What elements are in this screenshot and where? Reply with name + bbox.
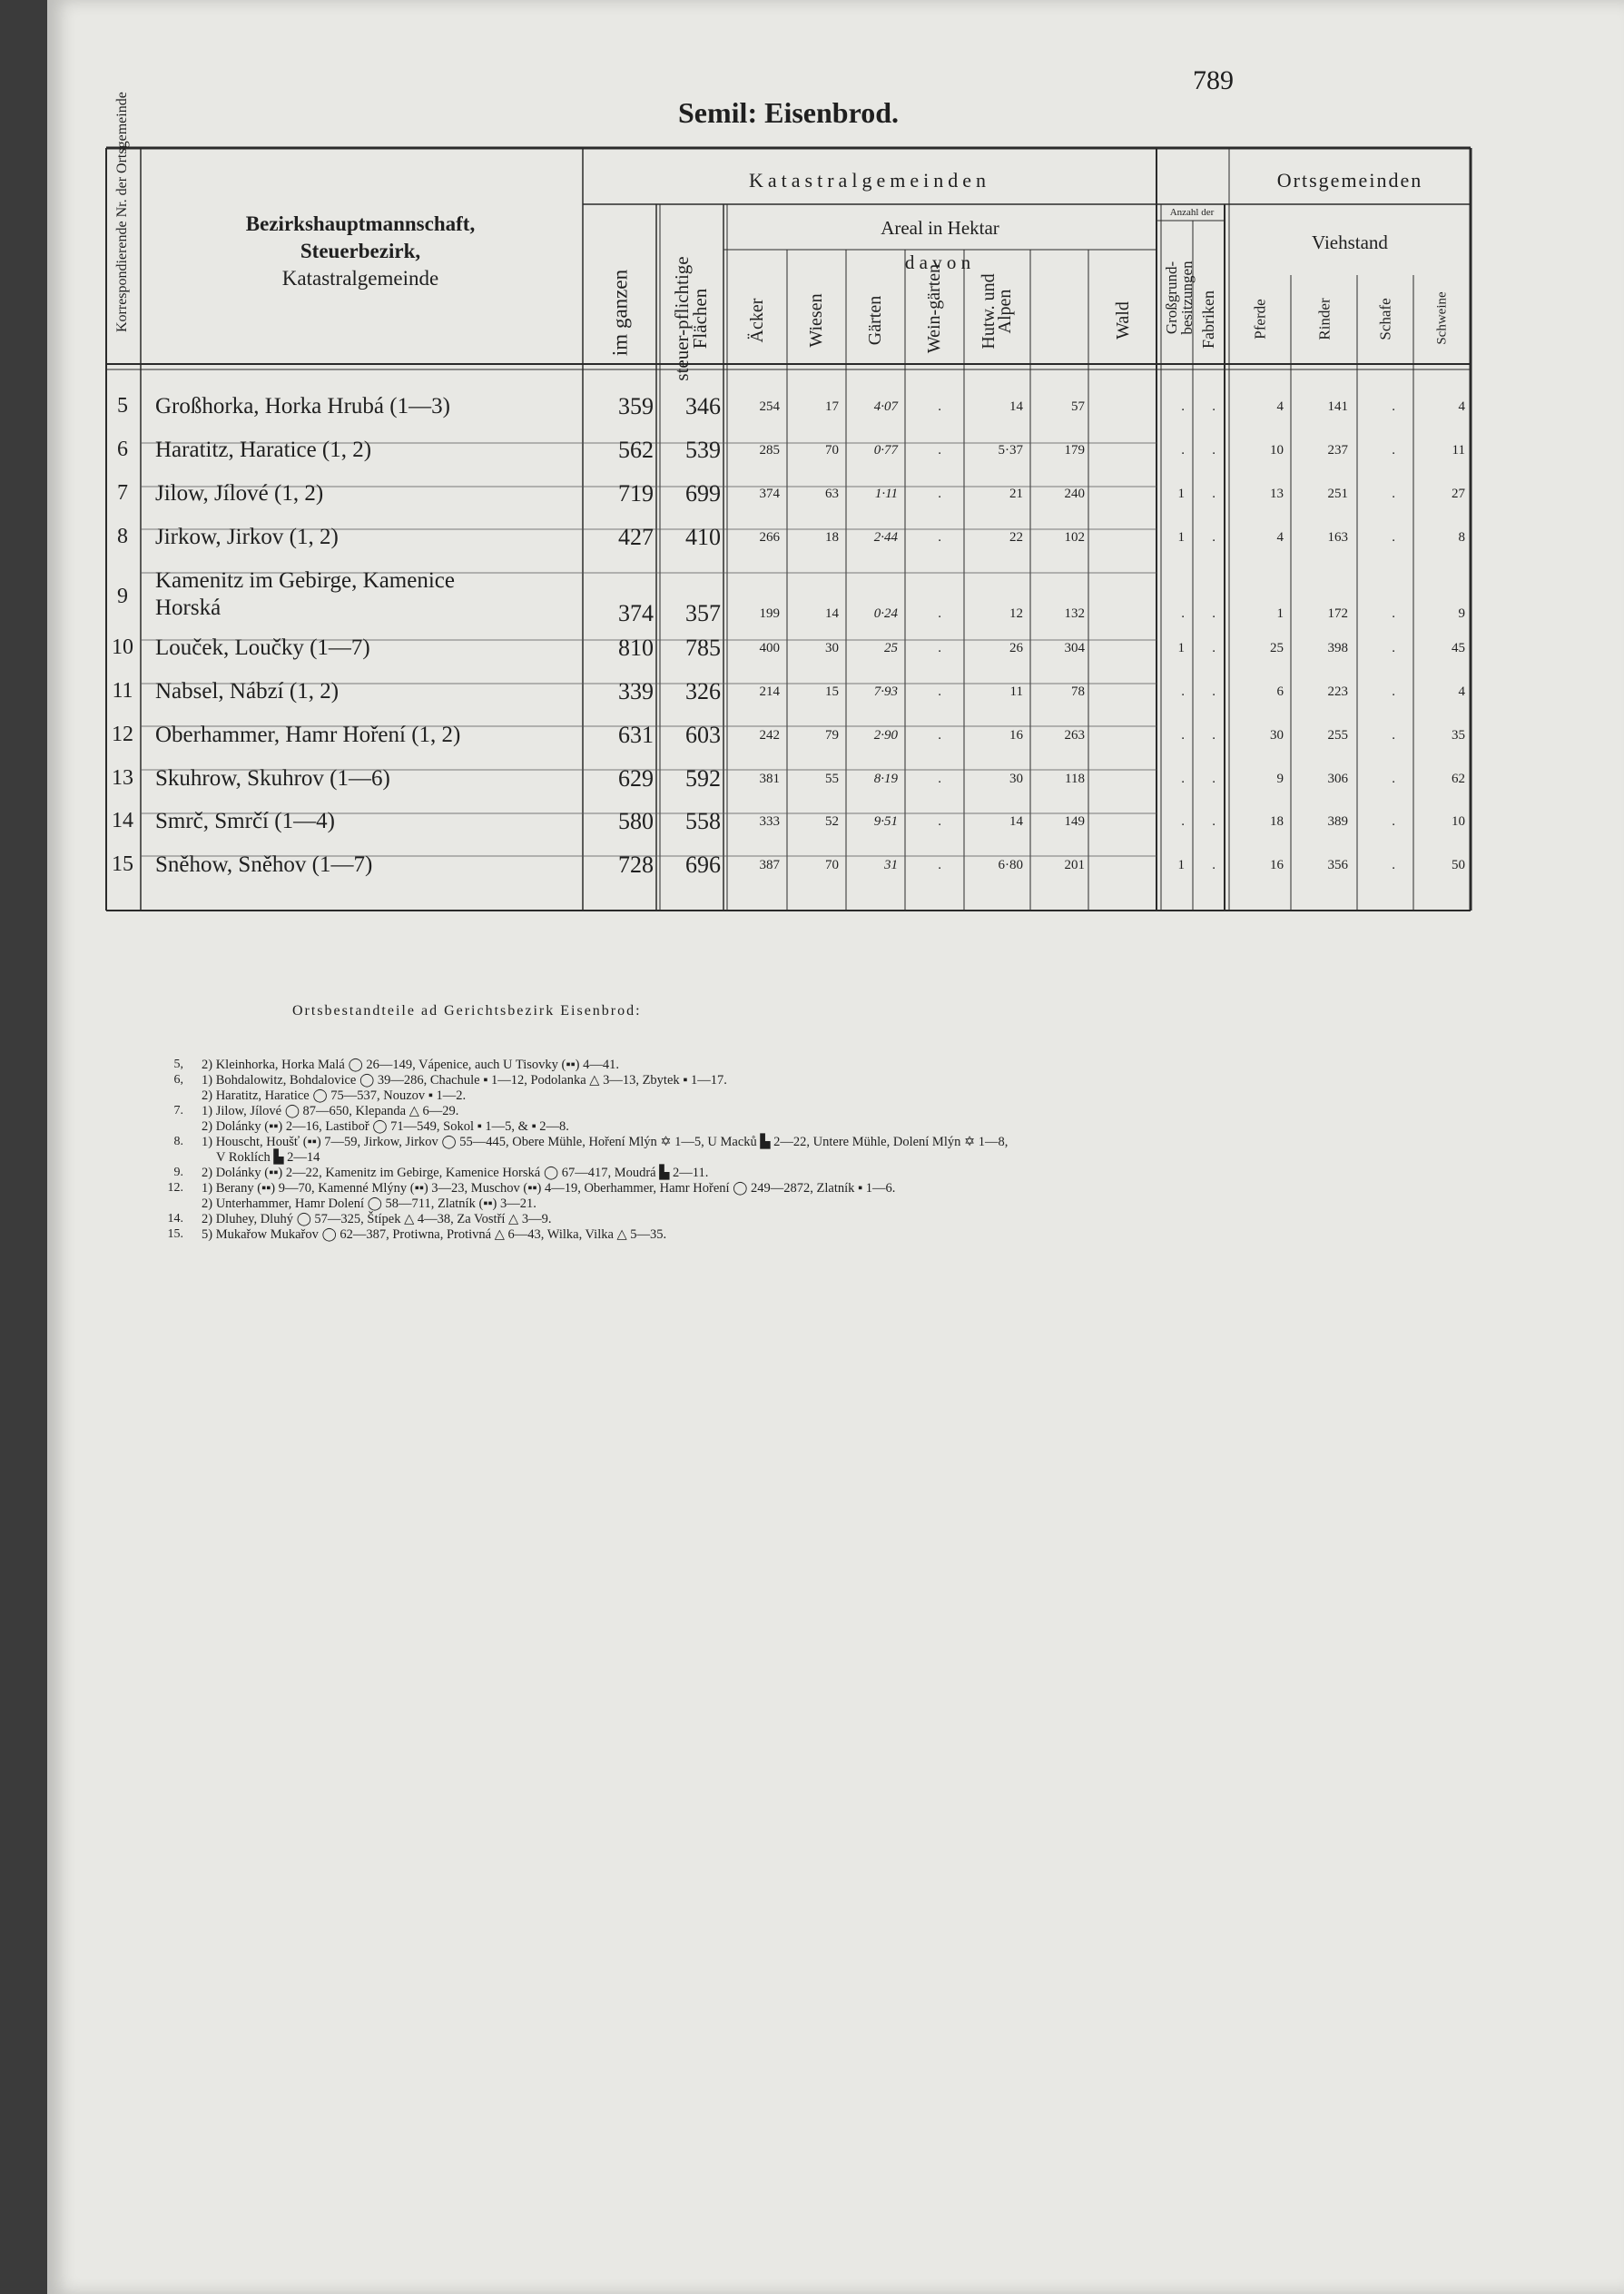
cell-wald: 132 <box>1064 606 1085 621</box>
cell-wiesen: 17 <box>825 399 839 414</box>
col-name-header-2: Steuerbezirk, <box>300 240 421 262</box>
cell-ganz: 562 <box>618 437 654 463</box>
cell-fabr: . <box>1212 814 1216 829</box>
cell-gaerten: 4·07 <box>873 399 898 414</box>
cell-wald: 57 <box>1071 399 1085 414</box>
cell-gross: . <box>1181 772 1185 786</box>
cell-gaerten: 1·11 <box>874 487 898 501</box>
cell-hutw: 21 <box>1009 487 1023 501</box>
group-anzahl-header: Anzahl der <box>1169 207 1215 218</box>
col-schafe-header: Schafe <box>1376 298 1394 340</box>
cell-wein: . <box>938 487 941 501</box>
cell-fabr: . <box>1212 728 1216 743</box>
cell-wald: 263 <box>1064 728 1085 743</box>
cell-pferde: 6 <box>1276 684 1284 699</box>
cell-wein: . <box>938 858 941 872</box>
notes-title: Ortsbestandteile ad Gerichtsbezirk Eisenbrod: <box>292 1003 642 1019</box>
col-wiesen-header: Wiesen <box>806 293 826 348</box>
cell-wiesen: 30 <box>825 641 839 655</box>
note-nr: 5, <box>173 1058 183 1071</box>
cell-aecker: 400 <box>759 641 780 655</box>
note-text: 1) Jilow, Jílové ◯ 87—650, Klepanda △ 6—29. <box>202 1104 459 1118</box>
cell-schweine: 35 <box>1452 728 1465 743</box>
row-nr: 10 <box>112 635 133 659</box>
row-nr: 11 <box>112 679 133 703</box>
note-nr: 6, <box>173 1073 183 1087</box>
cell-hutw: 22 <box>1009 530 1023 545</box>
col-gross-header: Großgrund-besitzungen <box>1163 261 1196 335</box>
note-text: 5) Mukařow Mukařov ◯ 62—387, Protiwna, Protivná △ 6—43, Wilka, Vilka △ 5—35. <box>202 1227 667 1242</box>
cell-wiesen: 52 <box>825 814 839 829</box>
row-name: Smrč, Smrčí (1—4) <box>155 809 335 833</box>
cell-ganz: 427 <box>618 524 654 550</box>
cell-steuer: 410 <box>685 524 721 550</box>
cell-pferde: 4 <box>1276 530 1284 545</box>
cell-schweine: 45 <box>1452 641 1465 655</box>
note-nr: 12. <box>167 1181 183 1195</box>
row-nr: 13 <box>112 766 133 790</box>
col-wald-header: Wald <box>1113 301 1133 340</box>
row-nr: 6 <box>117 438 128 461</box>
cell-wein: . <box>938 530 941 545</box>
cell-fabr: . <box>1212 399 1216 414</box>
cell-ganz: 810 <box>618 635 654 661</box>
col-ganz-header: im ganzen <box>608 269 632 357</box>
cell-pferde: 13 <box>1270 487 1284 501</box>
cell-wein: . <box>938 641 941 655</box>
row-nr: 14 <box>112 809 133 832</box>
cell-steuer: 326 <box>685 678 721 704</box>
cell-wiesen: 14 <box>825 606 839 621</box>
cell-pferde: 9 <box>1276 772 1284 786</box>
cell-aecker: 266 <box>759 530 780 545</box>
col-aecker-header: Äcker <box>747 298 767 343</box>
cell-hutw: 6·80 <box>998 858 1023 872</box>
cell-gaerten: 2·90 <box>873 728 898 743</box>
cell-ganz: 374 <box>618 600 654 626</box>
cell-wald: 118 <box>1065 772 1085 786</box>
row-nr: 9 <box>117 585 128 608</box>
note-text: 2) Dolánky (▪▪) 2—16, Lastiboř ◯ 71—549, Sokol ▪ 1—5, & ▪ 2—8. <box>202 1119 569 1134</box>
row-name: Sněhow, Sněhov (1—7) <box>155 852 373 877</box>
cell-ganz: 629 <box>618 765 654 792</box>
cell-fabr: . <box>1212 772 1216 786</box>
cell-pferde: 1 <box>1276 606 1284 621</box>
cell-schafe: . <box>1392 814 1395 829</box>
cell-schweine: 50 <box>1452 858 1465 872</box>
cell-ganz: 631 <box>618 722 654 748</box>
cell-gaerten: 0·77 <box>873 443 898 458</box>
cell-fabr: . <box>1212 487 1216 501</box>
cell-schweine: 62 <box>1452 772 1465 786</box>
cell-schweine: 9 <box>1458 606 1465 621</box>
page-number: 789 <box>1193 65 1234 95</box>
cell-fabr: . <box>1212 684 1216 699</box>
cell-fabr: . <box>1212 641 1216 655</box>
cell-wald: 78 <box>1071 684 1085 699</box>
cell-pferde: 25 <box>1270 641 1284 655</box>
col-wein-header: Wein-gärten <box>924 263 944 354</box>
note-text: 1) Houscht, Houšť (▪▪) 7—59, Jirkow, Jirkov ◯ 55—445, Obere Mühle, Hoření Mlýn ✡ 1—5, U Macků ▙ 2—22, Untere Mühle, Dolení Mlýn ✡ 1—8, <box>202 1135 1009 1149</box>
group-vieh-header: Viehstand <box>1312 231 1388 253</box>
note-nr: 8. <box>173 1135 183 1148</box>
cell-rinder: 398 <box>1327 641 1348 655</box>
row-nr: 8 <box>117 525 128 548</box>
cell-steuer: 696 <box>685 852 721 878</box>
cell-wein: . <box>938 814 941 829</box>
cell-ganz: 359 <box>618 393 654 419</box>
cell-gross: 1 <box>1177 530 1185 545</box>
cell-fabr: . <box>1212 606 1216 621</box>
cell-gaerten: 7·93 <box>873 684 898 699</box>
col-pferde-header: Pferde <box>1251 299 1269 340</box>
note-text: 1) Bohdalowitz, Bohdalovice ◯ 39—286, Chachule ▪ 1—12, Podolanka △ 3—13, Zbytek ▪ 1—17. <box>202 1073 727 1088</box>
cell-wein: . <box>938 684 941 699</box>
cell-schafe: . <box>1392 772 1395 786</box>
cell-gross: . <box>1181 399 1185 414</box>
cell-steuer: 785 <box>685 635 721 661</box>
note-text: 2) Kleinhorka, Horka Malá ◯ 26—149, Vápenice, auch U Tisovky (▪▪) 4—41. <box>202 1058 619 1072</box>
cell-gross: . <box>1181 814 1185 829</box>
cell-rinder: 172 <box>1327 606 1348 621</box>
cell-hutw: 26 <box>1009 641 1023 655</box>
cell-aecker: 387 <box>759 858 780 872</box>
cell-wiesen: 79 <box>825 728 839 743</box>
group-katastral-header: Katastralgemeinden <box>749 169 990 192</box>
cell-aecker: 333 <box>759 814 780 829</box>
note-text: 1) Berany (▪▪) 9—70, Kamenné Mlýny (▪▪) 3—23, Muschov (▪▪) 4—19, Oberhammer, Hamr Hoření ◯ 249—2872, Zlatník ▪ 1—6. <box>202 1181 896 1196</box>
cell-wiesen: 55 <box>825 772 839 786</box>
cell-aecker: 254 <box>759 399 780 414</box>
cell-gross: 1 <box>1177 487 1185 501</box>
cell-wald: 201 <box>1064 858 1085 872</box>
cell-ganz: 580 <box>618 808 654 834</box>
cell-wald: 304 <box>1064 641 1085 655</box>
cell-aecker: 381 <box>759 772 780 786</box>
cell-hutw: 5·37 <box>998 443 1023 458</box>
col-name-header-3: Katastralgemeinde <box>281 267 439 290</box>
cell-pferde: 18 <box>1270 814 1284 829</box>
cell-fabr: . <box>1212 530 1216 545</box>
cell-wald: 149 <box>1064 814 1085 829</box>
cell-wein: . <box>938 772 941 786</box>
cell-schweine: 27 <box>1452 487 1465 501</box>
cell-wiesen: 70 <box>825 858 839 872</box>
note-nr: 15. <box>167 1227 183 1241</box>
col-schweine-header: Schweine <box>1434 291 1450 345</box>
row-name: Jilow, Jílové (1, 2) <box>155 481 324 506</box>
row-nr: 5 <box>117 394 128 418</box>
cell-ganz: 339 <box>618 678 654 704</box>
cell-schweine: 11 <box>1452 443 1465 458</box>
cell-gross: 1 <box>1177 858 1185 872</box>
cell-wald: 179 <box>1064 443 1085 458</box>
row-nr: 12 <box>112 723 133 746</box>
page <box>47 0 1624 2294</box>
cell-schafe: . <box>1392 530 1395 545</box>
cell-hutw: 14 <box>1009 814 1023 829</box>
cell-schafe: . <box>1392 858 1395 872</box>
cell-pferde: 30 <box>1270 728 1284 743</box>
cell-steuer: 558 <box>685 808 721 834</box>
cell-schafe: . <box>1392 606 1395 621</box>
cell-wiesen: 15 <box>825 684 839 699</box>
row-name: Großhorka, Horka Hrubá (1—3) <box>155 394 450 418</box>
row-name: Louček, Loučky (1—7) <box>155 635 370 660</box>
cell-hutw: 12 <box>1009 606 1023 621</box>
row-name-cont: Horská <box>155 596 221 620</box>
row-name: Jirkow, Jirkov (1, 2) <box>155 525 339 549</box>
col-rinder-header: Rinder <box>1315 298 1334 340</box>
cell-gaerten: 8·19 <box>873 772 898 786</box>
col-nr-header: Korrespondierende Nr. der Ortsgemeinde <box>114 92 130 332</box>
cell-wein: . <box>938 399 941 414</box>
row-nr: 7 <box>117 481 128 505</box>
cell-wiesen: 70 <box>825 443 839 458</box>
cell-schafe: . <box>1392 684 1395 699</box>
cell-rinder: 306 <box>1327 772 1348 786</box>
cell-gaerten: 31 <box>884 858 898 872</box>
row-name: Haratitz, Haratice (1, 2) <box>155 438 372 462</box>
cell-rinder: 255 <box>1327 728 1348 743</box>
cell-ganz: 728 <box>618 852 654 878</box>
cell-schafe: . <box>1392 728 1395 743</box>
cell-rinder: 389 <box>1327 814 1348 829</box>
note-text: V Roklích ▙ 2—14 <box>216 1150 320 1165</box>
group-orts-header: Ortsgemeinden <box>1276 169 1423 192</box>
row-name: Kamenitz im Gebirge, Kamenice <box>155 568 455 593</box>
cell-aecker: 285 <box>759 443 780 458</box>
cell-rinder: 237 <box>1327 443 1348 458</box>
cell-wald: 102 <box>1064 530 1085 545</box>
cell-steuer: 539 <box>685 437 721 463</box>
col-hutw-header: Hutw. und Alpen <box>979 273 1015 350</box>
row-nr: 15 <box>112 852 133 876</box>
group-areal-header: Areal in Hektar <box>881 217 999 239</box>
cell-gross: 1 <box>1177 641 1185 655</box>
cell-schafe: . <box>1392 641 1395 655</box>
cell-pferde: 16 <box>1270 858 1284 872</box>
cell-aecker: 242 <box>759 728 780 743</box>
cell-gross: . <box>1181 606 1185 621</box>
cell-schweine: 10 <box>1452 814 1465 829</box>
col-steuer-header: steuer-pflichtige Flächen <box>671 256 711 381</box>
cell-fabr: . <box>1212 443 1216 458</box>
cell-aecker: 214 <box>759 684 780 699</box>
note-text: 2) Dluhey, Dluhý ◯ 57—325, Štípek △ 4—38, Za Vostří △ 3—9. <box>202 1212 552 1226</box>
cell-wein: . <box>938 443 941 458</box>
cell-hutw: 30 <box>1009 772 1023 786</box>
cell-schweine: 8 <box>1458 530 1465 545</box>
note-text: 2) Unterhammer, Hamr Dolení ◯ 58—711, Zlatník (▪▪) 3—21. <box>202 1196 536 1211</box>
row-name: Oberhammer, Hamr Hoření (1, 2) <box>155 723 461 747</box>
cell-rinder: 223 <box>1327 684 1348 699</box>
page-title: Semil: Eisenbrod. <box>678 96 899 129</box>
col-fabr-header: Fabriken <box>1199 290 1217 349</box>
cell-rinder: 251 <box>1327 487 1348 501</box>
col-name-header-1: Bezirkshauptmannschaft, <box>245 212 476 235</box>
cell-fabr: . <box>1212 858 1216 872</box>
cell-steuer: 603 <box>685 722 721 748</box>
cell-pferde: 4 <box>1276 399 1284 414</box>
cell-wein: . <box>938 728 941 743</box>
cell-gross: . <box>1181 684 1185 699</box>
cell-rinder: 141 <box>1327 399 1348 414</box>
cell-gaerten: 9·51 <box>873 814 898 829</box>
note-nr: 9. <box>173 1166 183 1179</box>
cell-gross: . <box>1181 728 1185 743</box>
cell-hutw: 16 <box>1009 728 1023 743</box>
group-davon-header: d a v o n <box>904 251 971 273</box>
cell-hutw: 14 <box>1009 399 1023 414</box>
cell-pferde: 10 <box>1270 443 1284 458</box>
note-nr: 14. <box>167 1212 183 1226</box>
cell-schweine: 4 <box>1458 684 1465 699</box>
cell-gaerten: 0·24 <box>873 606 898 621</box>
cell-ganz: 719 <box>618 480 654 507</box>
cell-hutw: 11 <box>1009 684 1023 699</box>
cell-schafe: . <box>1392 487 1395 501</box>
cell-aecker: 374 <box>759 487 780 501</box>
row-name: Skuhrow, Skuhrov (1—6) <box>155 766 390 791</box>
cell-schafe: . <box>1392 443 1395 458</box>
col-gaerten-header: Gärten <box>865 295 885 346</box>
cell-steuer: 592 <box>685 765 721 792</box>
cell-gaerten: 2·44 <box>873 530 898 545</box>
note-nr: 7. <box>173 1104 183 1117</box>
cell-schweine: 4 <box>1458 399 1465 414</box>
cell-wiesen: 63 <box>825 487 839 501</box>
cell-rinder: 356 <box>1327 858 1348 872</box>
cell-rinder: 163 <box>1327 530 1348 545</box>
cell-steuer: 699 <box>685 480 721 507</box>
cell-wiesen: 18 <box>825 530 839 545</box>
cell-steuer: 346 <box>685 393 721 419</box>
cell-wald: 240 <box>1064 487 1085 501</box>
note-text: 2) Haratitz, Haratice ◯ 75—537, Nouzov ▪ 1—2. <box>202 1088 467 1103</box>
row-name: Nabsel, Nábzí (1, 2) <box>155 679 340 704</box>
cell-aecker: 199 <box>759 606 780 621</box>
cell-gaerten: 25 <box>884 641 898 655</box>
cell-schafe: . <box>1392 399 1395 414</box>
cell-gross: . <box>1181 443 1185 458</box>
cell-steuer: 357 <box>685 600 721 626</box>
cell-wein: . <box>938 606 941 621</box>
note-text: 2) Dolánky (▪▪) 2—22, Kamenitz im Gebirge, Kamenice Horská ◯ 67—417, Moudrá ▙ 2—11. <box>202 1166 709 1180</box>
